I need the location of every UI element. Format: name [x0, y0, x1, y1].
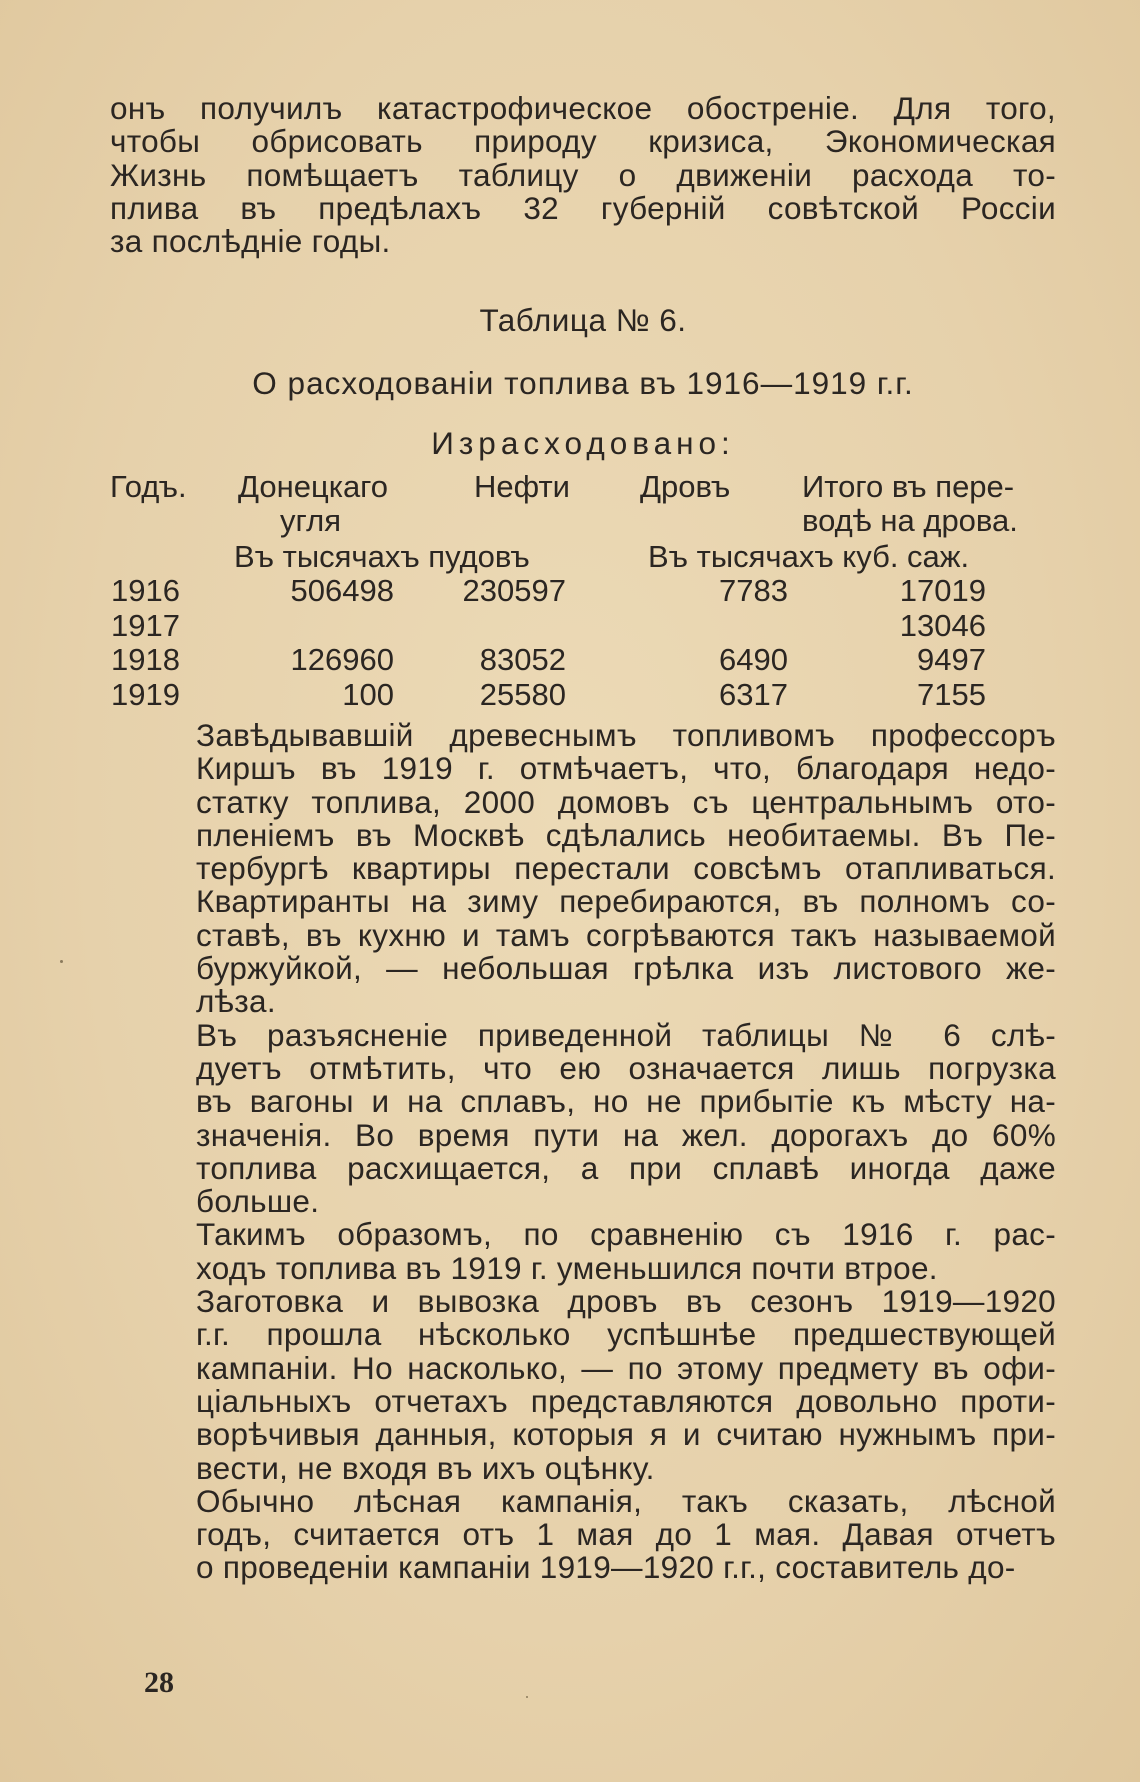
cell-year: 1917	[111, 607, 180, 643]
header-total: Итого въ пере-	[802, 469, 1015, 504]
text-line: буржуйкой, — небольшая грѣлка изъ листового же-	[196, 950, 1056, 987]
paragraph	[110, 1285, 1056, 1485]
text-line: тербургѣ квартиры перестали совсѣмъ отапливаться.	[196, 850, 1056, 887]
cell-total: 13046	[899, 607, 986, 643]
cell-total: 9497	[917, 642, 986, 677]
cell-year: 1918	[111, 642, 180, 677]
text-line: годъ, считается отъ 1 мая до 1 мая. Давая отчетъ	[196, 1516, 1056, 1553]
text-line: Обычно лѣсная кампанiя, такъ сказать, лѣсной	[196, 1482, 1056, 1519]
cell-total: 17019	[899, 573, 986, 608]
units-left: Въ тысячахъ пудовъ	[234, 539, 530, 574]
text-line: дуетъ отмѣтить, что ею означается лишь погрузка	[196, 1049, 1056, 1086]
table-title: О расходованiи топлива въ 1916—1919 г.г.	[252, 365, 914, 401]
text-line: Завѣдывавшiй древеснымъ топливомъ профессоръ	[196, 717, 1056, 753]
text-line: лѣза.	[196, 983, 276, 1020]
cell-oil: 25580	[479, 676, 566, 712]
body-text	[110, 719, 1056, 1585]
cell-oil: 83052	[479, 642, 566, 677]
text-line: Заготовка и вывозка дровъ въ сезонъ 1919—1920	[196, 1283, 1056, 1320]
text-line: Такимъ образомъ, по сравненiю съ 1916 г. рас-	[196, 1216, 1056, 1253]
cell-total: 7155	[917, 676, 986, 712]
text-line: цiальныхъ отчетахъ представляются довольно проти-	[196, 1382, 1056, 1419]
cell-coal: 506498	[290, 573, 394, 608]
cell-oil: 230597	[462, 573, 566, 608]
text-line: статку топлива, 2000 домовъ съ центральнымъ ото-	[196, 783, 1056, 820]
cell-wood: 6317	[719, 676, 788, 712]
text-line: топлива расхищается, а при сплавѣ иногда даже	[196, 1149, 1056, 1186]
paragraphs	[110, 719, 1056, 1585]
text-line: Въ разъясненiе приведенной таблицы № 6 слѣ-	[196, 1016, 1056, 1053]
page-number: 28	[144, 1666, 174, 1699]
text-line: ходъ топлива въ 1919 г. уменьшился почти втрое.	[196, 1249, 938, 1286]
text-line: г.г. прошла нѣсколько успѣшнѣе предшествующей	[196, 1316, 1056, 1353]
table-spent-label: Израсходовано:	[431, 425, 735, 461]
intro-paragraph	[110, 92, 1056, 258]
header-coal: Донецкаго	[238, 469, 389, 504]
paragraph	[110, 1482, 1056, 1586]
header-year: Годъ.	[110, 469, 187, 504]
cell-coal: 126960	[290, 642, 394, 677]
text-line: ворѣчивыя данныя, которыя я и считаю нужнымъ при-	[196, 1416, 1056, 1453]
text-line: больше.	[196, 1183, 320, 1220]
text-line: Киршъ въ 1919 г. отмѣчаетъ, что, благодаря недо-	[196, 750, 1056, 787]
text-column	[110, 92, 1056, 258]
text-line: Квартиранты на зиму перебираются, въ полномъ со-	[196, 883, 1056, 920]
paragraph	[110, 719, 1056, 1019]
header-oil: Нефти	[474, 469, 570, 504]
text-line: значенiя. Во время пути на жел. дорогахъ до 60%	[196, 1116, 1056, 1153]
cell-year: 1916	[111, 573, 180, 608]
text-line: въ вагоны и на сплавъ, но не прибытiе къ мѣсту на-	[196, 1083, 1056, 1120]
cell-wood: 7783	[719, 573, 788, 608]
paragraph	[110, 1218, 1056, 1285]
text-line: пленiемъ въ Москвѣ сдѣлались необитаемы. Въ Пе-	[196, 816, 1056, 853]
table-number: Таблица № 6.	[479, 302, 687, 338]
text-line: кампанiи. Но насколько, — по этому предмету въ офи-	[196, 1349, 1056, 1386]
cell-year: 1919	[111, 676, 180, 712]
text-line: за послѣднiе годы.	[110, 223, 391, 260]
header-total-cont: водѣ на дрова.	[802, 503, 1018, 538]
text-line: чтобы обрисовать природу кризиса, Экономическая	[110, 123, 1056, 160]
paragraph	[110, 1016, 1056, 1220]
paper-speck	[526, 1696, 528, 1698]
cell-coal: 100	[342, 676, 394, 712]
units-right: Въ тысячахъ куб. саж.	[648, 539, 970, 574]
text-line: плива въ предѣлахъ 32 губернiй совѣтской Россiи	[110, 189, 1056, 226]
paper-speck	[60, 960, 63, 963]
header-wood: Дровъ	[640, 469, 731, 504]
text-line: о проведенiи кампанiи 1919—1920 г.г., составитель до-	[196, 1549, 1016, 1586]
text-line: онъ получилъ катастрофическое обостренiе. Для того,	[110, 90, 1056, 126]
text-line: Жизнь помѣщаетъ таблицу о движенiи расхода то-	[110, 156, 1056, 193]
header-coal-cont: угля	[280, 503, 342, 538]
text-line: вести, не входя въ ихъ оцѣнку.	[196, 1449, 655, 1486]
cell-wood: 6490	[719, 642, 788, 677]
text-line: ставѣ, въ кухню и тамъ согрѣваются такъ называемой	[196, 916, 1056, 953]
